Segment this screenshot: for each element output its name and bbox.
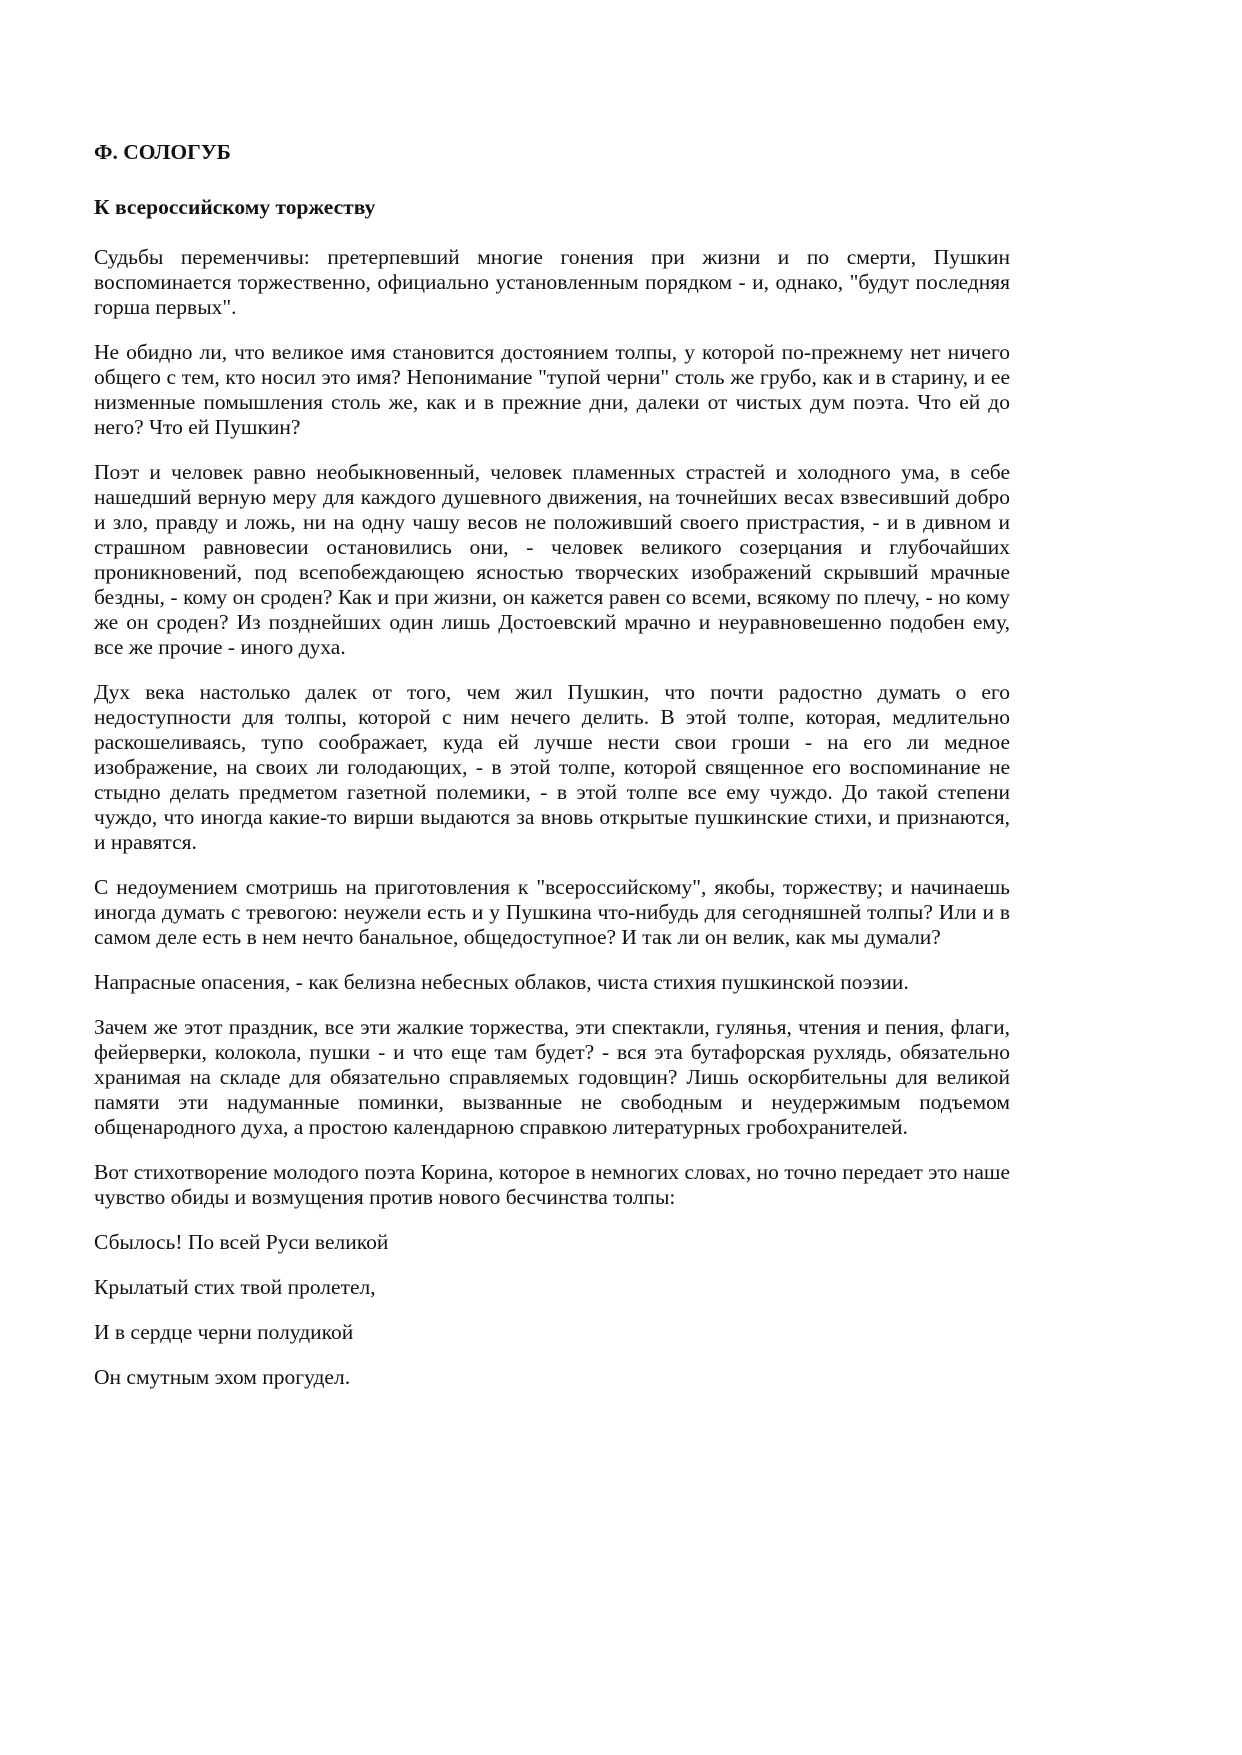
verse-line: И в сердце черни полудикой [94, 1320, 354, 1344]
paragraph: Судьбы переменчивы: претерпевший многие гонения при жизни и по смерти, Пушкин воспоминается торжественно, официально установленным порядком - и, однако, "будут последняя горша первых". [94, 245, 1010, 319]
verse-line: Крылатый стих твой пролетел, [94, 1275, 376, 1299]
paragraph: Зачем же этот праздник, все эти жалкие торжества, эти спектакли, гулянья, чтения и пения, флаги, фейерверки, колокола, пушки - и что еще там будет? - вся эта бутафорская рухлядь, обязательно хранимая на складе для обязательно справляемых годовщин? Лишь оскорбительны для великой памяти эти надуманные поминки, вызванные не свободным и неудержимым подъемом общенародного духа, а простою календарною справкою литературных гробохранителей. [94, 1015, 1010, 1139]
paragraph: С недоумением смотришь на приготовления к "всероссийскому", якобы, торжеству; и начинаешь иногда думать с тревогою: неужели есть и у Пушкина что-нибудь для сегодняшней толпы? Или и в самом деле есть в нем нечто банальное, общедоступное? И так ли он велик, как мы думали? [94, 875, 1010, 949]
author-heading: Ф. СОЛОГУБ [94, 140, 231, 164]
verse-line: Он смутным эхом прогудел. [94, 1365, 351, 1389]
document-page [94, 140, 1010, 1410]
article-title: К всероссийскому торжеству [94, 195, 376, 219]
paragraph: Поэт и человек равно необыкновенный, человек пламенных страстей и холодного ума, в себе нашедший верную меру для каждого душевного движения, на точнейших весах взвесивший добро и зло, правду и ложь, ни на одну чашу весов не положивший своего пристрастия, - и в дивном и страшном равновесии остановились они, - человек великого созерцания и глубочайших проникновений, под всепобеждающею ясностью творческих изображений скрывший мрачные бездны, - кому он сроден? Как и при жизни, он кажется равен со всеми, всякому по плечу, - но кому же он сроден? Из позднейших один лишь Достоевский мрачно и неуравновешенно подобен ему, все же прочие - иного духа. [94, 460, 1010, 659]
verse-line: Сбылось! По всей Руси великой [94, 1230, 389, 1254]
paragraph: Дух века настолько далек от того, чем жил Пушкин, что почти радостно думать о его недоступности для толпы, которой с ним нечего делить. В этой толпе, которая, медлительно раскошеливаясь, тупо соображает, куда ей лучше нести свои гроши - на его ли медное изображение, на своих ли голодающих, - в этой толпе, которой священное его воспоминание не стыдно делать предметом газетной полемики, - в этой толпе все ему чуждо. До такой степени чуждо, что иногда какие-то вирши выдаются за вновь открытые пушкинские стихи, и признаются, и нравятся. [94, 680, 1010, 854]
paragraph: Напрасные опасения, - как белизна небесных облаков, чиста стихия пушкинской поэзии. [94, 970, 909, 994]
paragraph: Не обидно ли, что великое имя становится достоянием толпы, у которой по-прежнему нет ничего общего с тем, кто носил это имя? Непонимание "тупой черни" столь же грубо, как и в старину, и ее низменные помышления столь же, как и в прежние дни, далеки от чистых дум поэта. Что ей до него? Что ей Пушкин? [94, 340, 1010, 439]
paragraph: Вот стихотворение молодого поэта Корина, которое в немногих словах, но точно передает это наше чувство обиды и возмущения против нового бесчинства толпы: [94, 1160, 1010, 1209]
